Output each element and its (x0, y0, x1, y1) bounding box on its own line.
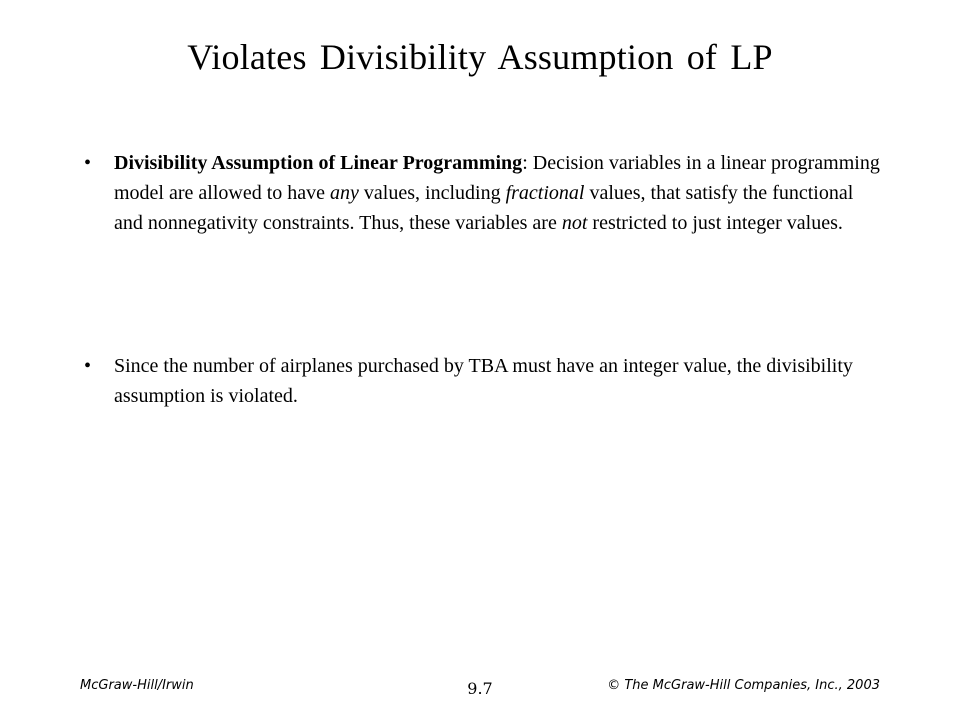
emphasis-any: any (330, 182, 359, 204)
definition-text-4: restricted to just integer values. (587, 212, 843, 234)
definition-text-1: : Decision variables in a linear programming model are allowed to have (114, 152, 880, 204)
bullet-text: Since the number of airplanes purchased by TBA must have an integer value, the divisibility assumption is violated. (114, 355, 853, 407)
footer-page-number: 9.7 (467, 679, 493, 698)
bullet-marker: • (84, 355, 92, 377)
emphasis-not: not (561, 212, 588, 234)
bullet-text (114, 148, 880, 238)
bullet-violation-statement (80, 351, 880, 411)
bullet-divisibility-definition (80, 148, 880, 238)
slide-title: Violates Divisibility Assumption of LP (187, 37, 773, 77)
footer-publisher: McGraw-Hill/Irwin (80, 678, 194, 693)
definition-text-2: values, including (358, 182, 506, 204)
bullet-marker: • (84, 152, 92, 174)
definition-text-3: values, that satisfy the functional and nonnegativity constraints. Thus, these variables are (114, 182, 854, 234)
definition-term: Divisibility Assumption of Linear Programming (114, 152, 523, 174)
emphasis-fractional: fractional (505, 182, 585, 204)
footer-copyright: © The McGraw-Hill Companies, Inc., 2003 (607, 678, 880, 693)
